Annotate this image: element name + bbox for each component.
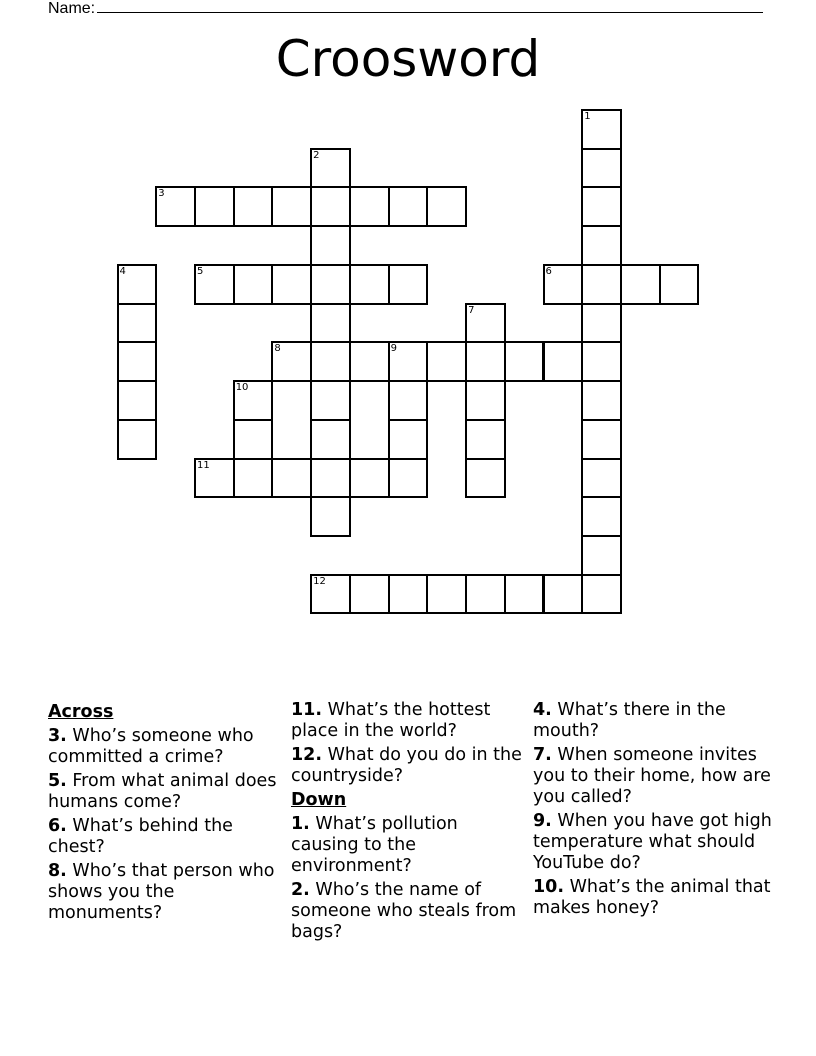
- grid-cell[interactable]: [581, 341, 622, 382]
- grid-cell[interactable]: [117, 419, 158, 460]
- grid-cell[interactable]: [117, 380, 158, 421]
- clue-down-9: 9. When you have got high temperature what should YouTube do?: [533, 811, 772, 873]
- clue-across-5: 5. From what animal does humans come?: [48, 771, 277, 812]
- grid-cell[interactable]: [271, 458, 312, 499]
- clue-number: 1: [584, 111, 591, 122]
- clues-column-3: [533, 700, 773, 922]
- grid-cell[interactable]: [194, 458, 235, 499]
- clue-number: 5: [196, 265, 204, 277]
- clue-number: 6: [545, 265, 552, 277]
- grid-cell[interactable]: [543, 341, 584, 382]
- grid-cell[interactable]: [581, 109, 622, 150]
- clues-column-1: [48, 700, 278, 927]
- clues-column-2: [291, 700, 523, 946]
- grid-cell[interactable]: [117, 303, 158, 344]
- grid-cell[interactable]: [581, 264, 622, 305]
- grid-cell[interactable]: [581, 419, 622, 460]
- clue-across-8: 8. Who’s that person who shows you the monuments?: [48, 861, 275, 923]
- grid-cell[interactable]: [349, 458, 390, 499]
- grid-cell[interactable]: [310, 419, 351, 460]
- page-title: Croosword: [275, 30, 541, 88]
- grid-cell[interactable]: [426, 574, 467, 615]
- grid-cell[interactable]: [504, 574, 545, 615]
- grid-cell[interactable]: [581, 496, 622, 537]
- name-label: Name:: [48, 0, 96, 17]
- grid-cell[interactable]: [543, 264, 584, 305]
- clue-number: 2: [313, 149, 320, 161]
- grid-cell[interactable]: [543, 574, 584, 615]
- grid-cell[interactable]: [155, 186, 196, 227]
- grid-cell[interactable]: [194, 264, 235, 305]
- grid-cell[interactable]: [465, 380, 506, 421]
- grid-cell[interactable]: [233, 186, 274, 227]
- grid-cell[interactable]: [426, 186, 467, 227]
- grid-cell[interactable]: [194, 186, 235, 227]
- grid-cell[interactable]: [233, 419, 274, 460]
- grid-cell[interactable]: [465, 341, 506, 382]
- grid-cell[interactable]: [349, 574, 390, 615]
- clue-number: 8: [274, 343, 281, 355]
- grid-cell[interactable]: [233, 264, 274, 305]
- grid-cell[interactable]: [388, 380, 429, 421]
- grid-cell[interactable]: [388, 419, 429, 460]
- grid-cell[interactable]: [581, 380, 622, 421]
- clue-down-1: 1. What’s pollution causing to the environment?: [291, 814, 458, 876]
- grid-cell[interactable]: [117, 264, 158, 305]
- grid-cell[interactable]: [349, 186, 390, 227]
- clue-number: 10: [235, 382, 249, 394]
- grid-cell[interactable]: [620, 264, 661, 305]
- clue-number: 9: [390, 343, 397, 355]
- grid-cell[interactable]: [271, 186, 312, 227]
- clue-across-11: 11. What’s the hottest place in the world?: [291, 700, 491, 741]
- grid-cell[interactable]: [117, 341, 158, 382]
- clue-number: 11: [196, 459, 210, 471]
- grid-cell[interactable]: [310, 458, 351, 499]
- grid-cell[interactable]: [271, 264, 312, 305]
- grid-cell[interactable]: [388, 264, 429, 305]
- clue-across-6: 6. What’s behind the chest?: [48, 816, 233, 857]
- grid-cell[interactable]: [581, 186, 622, 227]
- grid-cell[interactable]: [310, 496, 351, 537]
- clue-down-4: 4. What’s there in the mouth?: [533, 700, 726, 741]
- grid-cell[interactable]: [310, 574, 351, 615]
- grid-cell[interactable]: [233, 380, 274, 421]
- grid-cell[interactable]: [504, 341, 545, 382]
- clue-down-10: 10. What’s the animal that makes honey?: [533, 877, 771, 918]
- grid-cell[interactable]: [310, 264, 351, 305]
- clue-number: 4: [119, 265, 126, 277]
- grid-cell[interactable]: [581, 303, 622, 344]
- grid-cell[interactable]: [581, 225, 622, 266]
- grid-cell[interactable]: [465, 419, 506, 460]
- grid-cell[interactable]: [310, 341, 351, 382]
- grid-cell[interactable]: [388, 574, 429, 615]
- grid-cell[interactable]: [465, 303, 506, 344]
- grid-cell[interactable]: [581, 574, 622, 615]
- grid-cell[interactable]: [349, 341, 390, 382]
- clue-number: 12: [313, 575, 326, 587]
- clue-across-12: 12. What do you do in the countryside?: [291, 745, 522, 786]
- grid-cell[interactable]: [581, 458, 622, 499]
- grid-cell[interactable]: [465, 458, 506, 499]
- grid-cell[interactable]: [388, 341, 429, 382]
- grid-cell[interactable]: [659, 264, 700, 305]
- clue-across-3: 3. Who’s someone who committed a crime?: [48, 726, 254, 767]
- grid-cell[interactable]: [310, 148, 351, 189]
- grid-cell[interactable]: [465, 574, 506, 615]
- clue-number: 7: [468, 304, 475, 316]
- clue-down-7: 7. When someone invites you to their home, how are you called?: [533, 745, 771, 807]
- grid-cell[interactable]: [581, 535, 622, 576]
- grid-cell[interactable]: [310, 225, 351, 266]
- grid-cell[interactable]: [349, 264, 390, 305]
- grid-cell[interactable]: [388, 458, 429, 499]
- grid-cell[interactable]: [271, 341, 312, 382]
- grid-cell[interactable]: [310, 186, 351, 227]
- grid-cell[interactable]: [233, 458, 274, 499]
- clue-number: 3: [158, 188, 165, 200]
- clue-down-2: 2. Who’s the name of someone who steals from bags?: [291, 880, 517, 942]
- grid-cell[interactable]: [426, 341, 467, 382]
- grid-cell[interactable]: [388, 186, 429, 227]
- down-heading: Down: [291, 790, 347, 810]
- grid-cell[interactable]: [310, 303, 351, 344]
- grid-cell[interactable]: [581, 148, 622, 189]
- across-heading: Across: [48, 702, 114, 722]
- grid-cell[interactable]: [310, 380, 351, 421]
